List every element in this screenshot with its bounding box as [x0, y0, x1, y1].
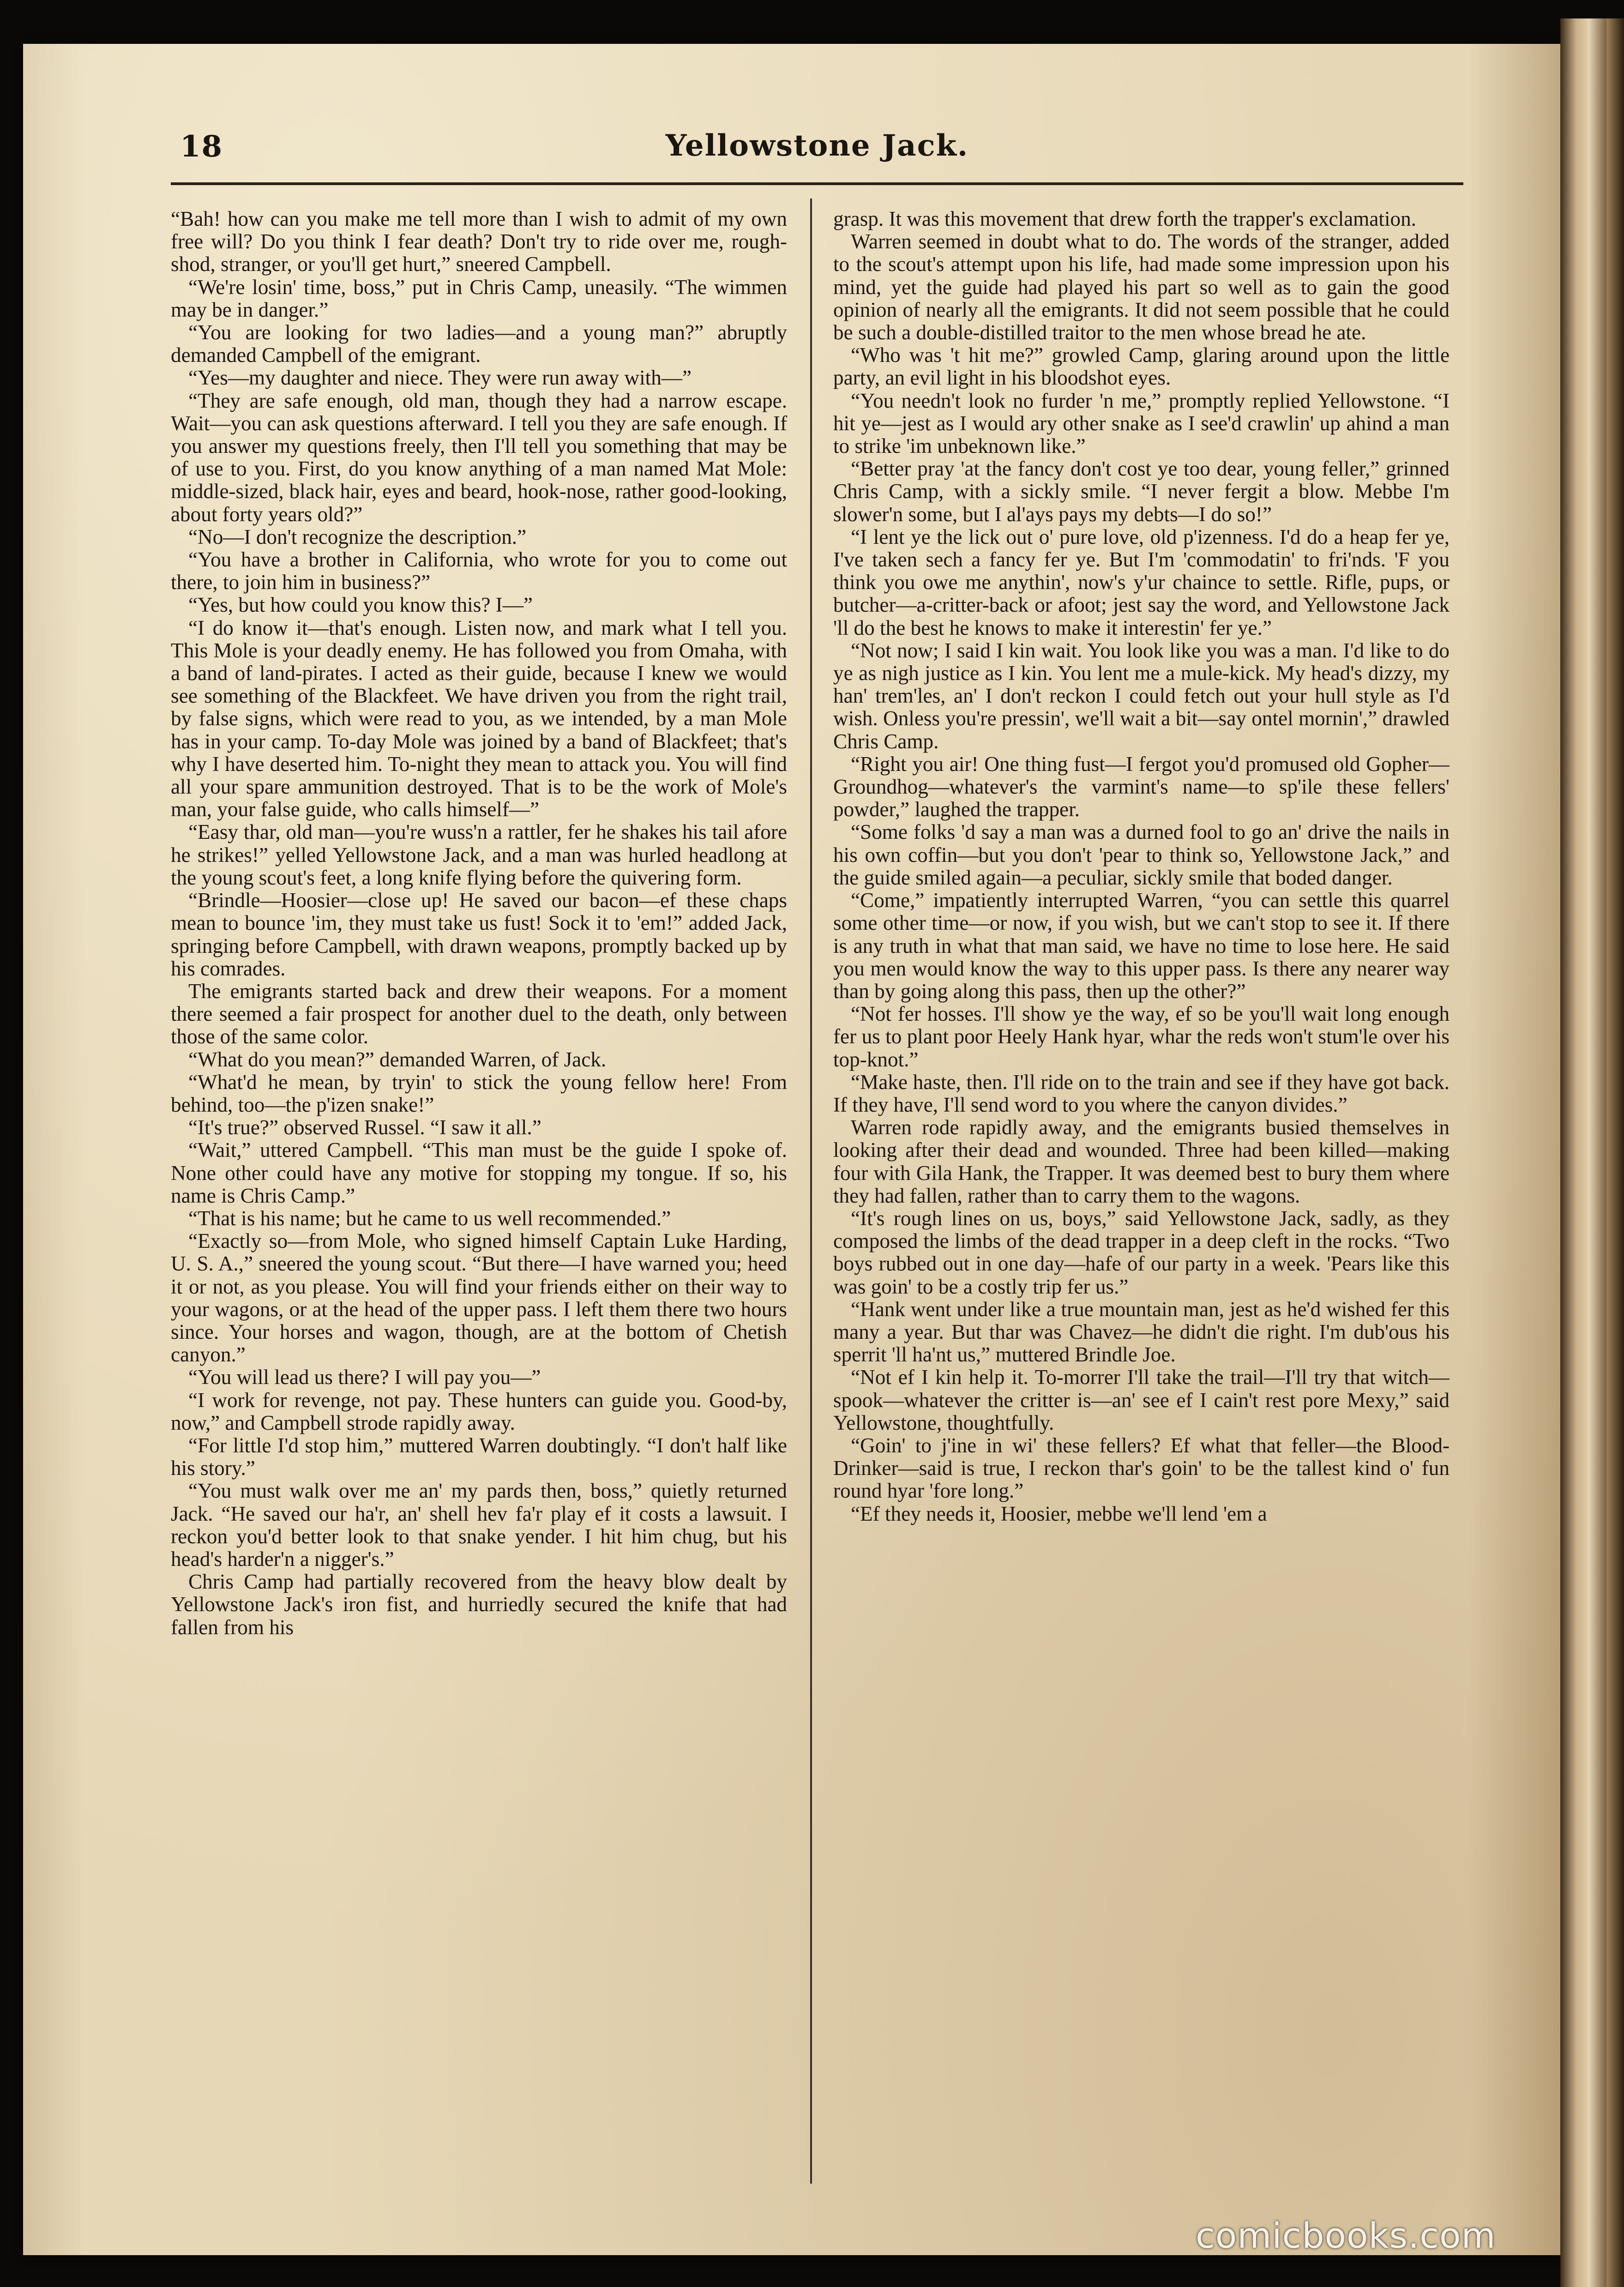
paragraph: “You have a brother in California, who wrote for you to come out there, to join him in business?” [171, 548, 787, 594]
paragraph: “For little I'd stop him,” muttered Warren doubtingly. “I don't half like his story.” [171, 1433, 787, 1480]
paragraph: “Goin' to j'ine in wi' these fellers? Ef what that feller—the Blood-Drinker—said is true, I reckon thar's goin' to be the tallest kind o' fun round hyar 'fore long.” [833, 1433, 1450, 1503]
paragraph: “It's true?” observed Russel. “I saw it all.” [188, 1116, 541, 1139]
paragraph: “You will lead us there? I will pay you—” [188, 1366, 541, 1389]
column-divider [810, 199, 812, 2184]
paragraph: “You needn't look no furder 'n me,” promptly replied Yellowstone. “I hit ye—jest as I would ary other snake as I see'd crawlin' up ahind a man to strike 'im unbeknown like.” [833, 389, 1450, 458]
paragraph: Chris Camp had partially recovered from the heavy blow dealt by Yellowstone Jack's iron fist, and hurriedly secured the knife that had fallen from his [171, 1570, 787, 1639]
paragraph: “Not fer hosses. I'll show ye the way, ef so be you'll wait long enough fer us to plant poor Heely Hank hyar, whar the reds won't stum'le over his top-knot.” [833, 1002, 1450, 1071]
paragraph: “Yes—my daughter and niece. They were run away with—” [188, 366, 692, 390]
paragraph: “Exactly so—from Mole, who signed himself Captain Luke Harding, U. S. A.,” sneered the young scout. “But there—I have warned you; heed it or not, as you please. You will find your friends either on their way to your wagons, or at the head of the upper pass. I left them there two hours since. Your horses and wagon, though, are at the bottom of Chetish canyon.” [171, 1229, 787, 1366]
paragraph: “Come,” impatiently interrupted Warren, “you can settle this quarrel some other time—or now, if you wish, but we can't stop to see it. If there is any truth in what that man said, we have no time to lose here. He said you men would know the way to this upper pass. Is there any nearer way than by going along this pass, then up the other?” [833, 889, 1450, 1003]
paragraph: “It's rough lines on us, boys,” said Yellowstone Jack, sadly, as they composed the limbs of the dead trapper in a deep cleft in the rocks. “Two boys rubbed out in one day—hafe of our party in a week. 'Pears like this was goin' to be a costly trip fer us.” [833, 1206, 1450, 1298]
paragraph: “Not now; I said I kin wait. You look like you was a man. I'd like to do ye as nigh justice as I kin. You lent me a mule-kick. My head's dizzy, my han' trem'les, an' I don't reckon I could fetch out your hull style as I'd wish. Onless you're pressin', we'll wait a bit—say ontel mornin',” drawled Chris Camp. [833, 638, 1450, 753]
paragraph: “Not ef I kin help it. To-morrer I'll take the trail—I'll try that witch—spook—whatever the critter is—an' see ef I cain't rest pore Mexy,” said Yellowstone, thoughtfully. [833, 1366, 1450, 1434]
paragraph: “No—I don't recognize the description.” [188, 525, 527, 548]
paragraph: “Wait,” uttered Campbell. “This man must be the guide I spoke of. None other could have any motive for stopping my tongue. If so, his name is Chris Camp.” [171, 1138, 787, 1207]
paragraph: “What do you mean?” demanded Warren, of Jack. [188, 1047, 607, 1071]
paragraph: Warren seemed in doubt what to do. The words of the stranger, added to the scout's attempt upon his life, had made some impression upon his mind, yet the guide had played his part so well as to gain the good opinion of nearly all the emigrants. It did not seem possible that he could be such a double-distilled traitor to the men whose bread he ate. [833, 230, 1450, 344]
scan-background-top [0, 0, 1624, 44]
binding-edge [1588, 18, 1606, 2287]
paragraph: “We're losin' time, boss,” put in Chris Camp, uneasily. “The wimmen may be in danger.” [171, 275, 787, 321]
site-watermark: comicbooks.com [1196, 2215, 1496, 2256]
header-rule [171, 182, 1463, 185]
paragraph: “Make haste, then. I'll ride on to the train and see if they have got back. If they have, I'll send word to you where the canyon divides.” [833, 1070, 1450, 1116]
paragraph: grasp. It was this movement that drew forth the trapper's exclamation. [833, 208, 1416, 230]
paragraph: “Bah! how can you make me tell more than I wish to admit of my own free will? Do you think I fear death? Don't try to ride over me, rough-shod, stranger, or you'll get hurt,” sneered Campbell. [171, 208, 787, 276]
paragraph: “You are looking for two ladies—and a young man?” abruptly demanded Campbell of the emigrant. [171, 321, 787, 367]
right-column [833, 208, 1450, 2211]
paragraph: “You must walk over me an' my pards then, boss,” quietly returned Jack. “He saved our ha'r, an' shell hev fa'r play ef it costs a lawsuit. I reckon you'd better look to that snake yender. I hit him chug, but his head's harder'n a nigger's.” [171, 1479, 787, 1571]
paragraph: “I lent ye the lick out o' pure love, old p'izenness. I'd do a heap fer ye, I've taken sech a fancy fer ye. But I'm 'commodatin' to fri'nds. 'F you think you owe me anythin', now's y'ur chaince to settle. Rifle, pups, or butcher—a-critter-back or afoot; jest say the word, and Yellowstone Jack 'll do the best he knows to make it interestin' fer ye.” [833, 525, 1450, 639]
paragraph: “I work for revenge, not pay. These hunters can guide you. Good-by, now,” and Campbell strode rapidly away. [171, 1388, 787, 1434]
paragraph: “Better pray 'at the fancy don't cost ye too dear, young feller,” grinned Chris Camp, with a sickly smile. “I never fergit a blow. Mebbe I'm slower'n some, but I al'ays pays my debts—I do so!” [833, 457, 1450, 526]
paragraph: “They are safe enough, old man, though they had a narrow escape. Wait—you can ask questions afterward. I tell you they are safe enough. If you answer my questions freely, then I'll tell you something that may be of use to you. First, do you know anything of a man named Mat Mole: middle-sized, black hair, eyes and beard, hook-nose, rather good-looking, about forty years old?” [171, 389, 787, 526]
paragraph: “I do know it—that's enough. Listen now, and mark what I tell you. This Mole is your deadly enemy. He has followed you from Omaha, with a band of land-pirates. I acted as their guide, because I knew we would see something of the Blackfeet. We have driven you from the right trail, by false signs, which were read to you, as we intended, by a man Mole has in your camp. To-day Mole was joined by a band of Blackfeet; that's why I have deserted him. To-night they mean to attack you. You will find all your spare ammunition destroyed. That is to be the work of Mole's man, your false guide, who calls himself—” [171, 616, 787, 821]
paragraph: “That is his name; but he came to us well recommended.” [188, 1206, 671, 1230]
running-head-title: Yellowstone Jack. [665, 128, 969, 163]
left-column [171, 208, 787, 2211]
paragraph: “Who was 't hit me?” growled Camp, glaring around upon the little party, an evil light in his bloodshot eyes. [833, 343, 1450, 390]
paragraph: “Hank went under like a true mountain man, jest as he'd wished fer this many a year. But thar was Chavez—he didn't die right. I'm dub'ous his sperrit 'll ha'nt us,” muttered Brindle Joe. [833, 1297, 1450, 1366]
paragraph: The emigrants started back and drew their weapons. For a moment there seemed a fair prospect for another duel to the death, only between those of the same color. [171, 979, 787, 1048]
paragraph: “Yes, but how could you know this? I—” [188, 593, 533, 617]
paragraph: Warren rode rapidly away, and the emigrants busied themselves in looking after their dead and wounded. Three had been killed—making four with Gila Hank, the Trapper. It was deemed best to bury them where they had fallen, rather than to carry them to the wagons. [833, 1116, 1450, 1207]
paragraph: “Ef they needs it, Hoosier, mebbe we'll lend 'em a [851, 1502, 1267, 1525]
page-header [171, 125, 1463, 180]
paragraph: “Right you air! One thing fust—I fergot you'd promused old Gopher—Groundhog—whatever's the varmint's name—to sp'ile these fellers' powder,” laughed the trapper. [833, 752, 1450, 821]
paragraph: “Some folks 'd say a man was a durned fool to go an' drive the nails in his own coffin—but you don't 'pear to think so, Yellowstone Jack,” and the guide smiled again—a peculiar, sickly smile that boded danger. [833, 820, 1450, 889]
paragraph: “Brindle—Hoosier—close up! He saved our bacon—ef these chaps mean to bounce 'im, they must take us fust! Sock it to 'em!” added Jack, springing before Campbell, with drawn weapons, promptly backed up by his comrades. [171, 889, 787, 980]
paragraph: “What'd he mean, by tryin' to stick the young fellow here! From behind, too—the p'izen snake!” [171, 1070, 787, 1116]
page-number: 18 [180, 129, 223, 164]
paragraph: “Easy thar, old man—you're wuss'n a rattler, fer he shakes his tail afore he strikes!” yelled Yellowstone Jack, and a man was hurled headlong at the young scout's feet, a long knife flying before the quivering form. [171, 820, 787, 889]
